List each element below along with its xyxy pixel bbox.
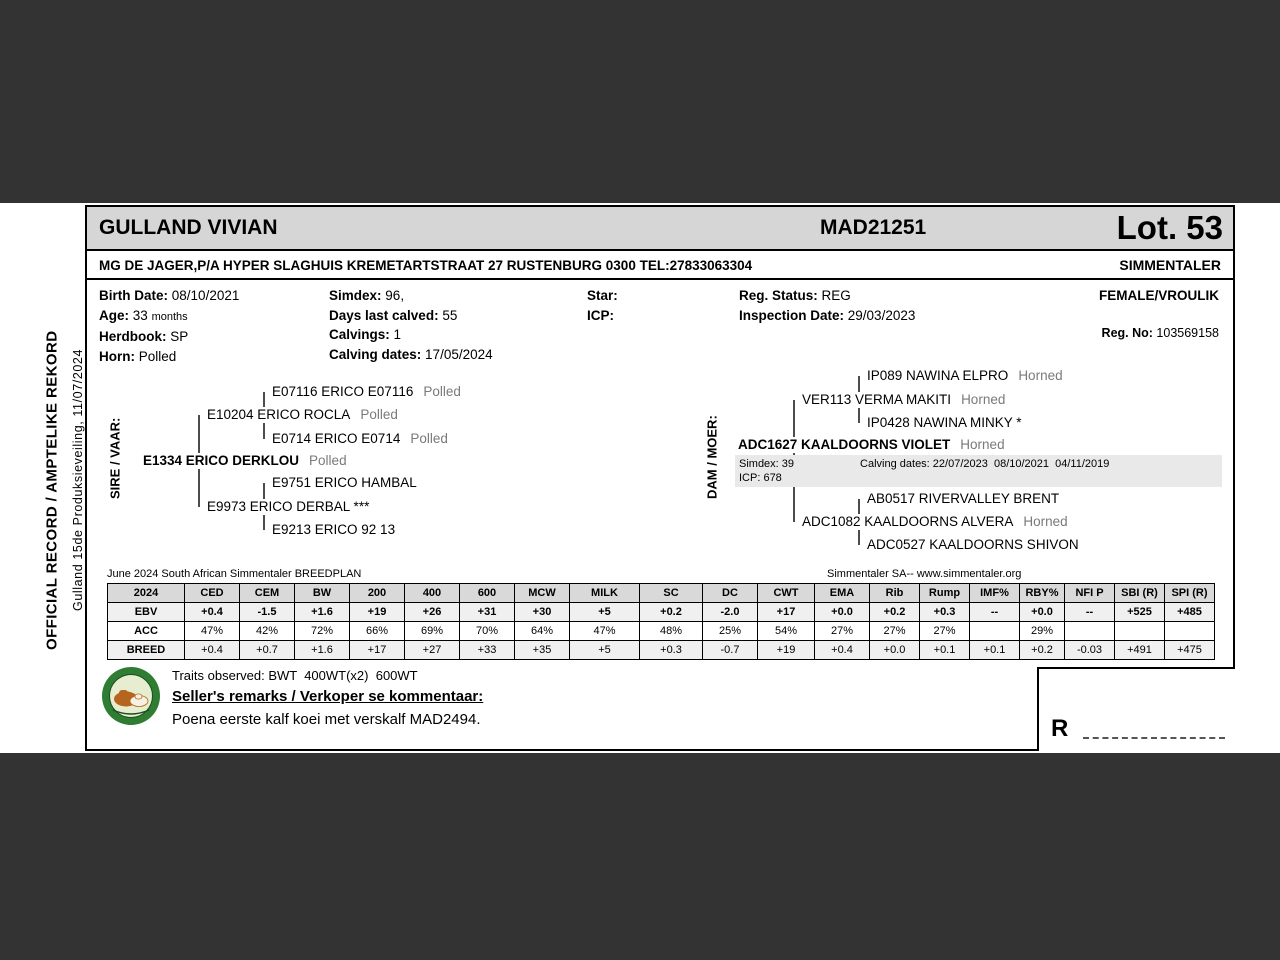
birth-date bbox=[99, 286, 239, 306]
breedplan-caption: June 2024 South African Simmentaler BREEDPLAN bbox=[107, 568, 362, 580]
animal-name-text: E1334 ERICO DERKLOU bbox=[143, 453, 300, 468]
breedplan-cell: -0.03 bbox=[1065, 641, 1115, 660]
breedplan-cell: 72% bbox=[295, 622, 350, 641]
pedigree-node-dam-dam bbox=[799, 514, 1071, 530]
breedplan-cell: +5 bbox=[570, 641, 640, 660]
simmentaler-sa-caption: Simmentaler SA-- www.simmentaler.org bbox=[827, 568, 1022, 580]
breedplan-cell: +33 bbox=[460, 641, 515, 660]
horn-label: Horn: bbox=[99, 348, 135, 364]
star-label: Star: bbox=[587, 288, 618, 303]
breedplan-cell: +17 bbox=[758, 603, 815, 622]
traits-observed: Traits observed: BWT 400WT(x2) 600WT bbox=[172, 668, 418, 683]
breedplan-cell: 47% bbox=[185, 622, 240, 641]
breedplan-cell: +0.0 bbox=[815, 603, 870, 622]
pedigree-node-dam-dam-sire bbox=[864, 491, 1062, 507]
calvings-value: 1 bbox=[393, 327, 402, 342]
header-band bbox=[87, 207, 1233, 251]
breedplan-header-cell: DC bbox=[703, 584, 758, 603]
icp bbox=[587, 306, 618, 326]
info-col-4 bbox=[739, 286, 915, 325]
pedigree-node-sire-dam-sire bbox=[269, 475, 420, 491]
breedplan-cell: -- bbox=[1065, 603, 1115, 622]
seller-remarks-label: Seller's remarks / Verkoper se kommentaar: bbox=[172, 688, 484, 705]
age-unit: months bbox=[151, 310, 188, 323]
dam-simdex: Simdex: 39 bbox=[739, 458, 795, 470]
pedigree-node-dam-sire bbox=[799, 392, 1008, 408]
breedplan-cell: +0.2 bbox=[870, 603, 920, 622]
dam-icp: ICP: 678 bbox=[739, 472, 782, 484]
breedplan-cell: 27% bbox=[920, 622, 970, 641]
info-col-2 bbox=[329, 286, 493, 364]
animal-name-text: AB0517 RIVERVALLEY BRENT bbox=[867, 491, 1060, 506]
horn-value: Polled bbox=[138, 348, 177, 364]
simdex-value: 96, bbox=[385, 288, 405, 303]
days-last-calved bbox=[329, 306, 493, 326]
lot-number: Lot. 53 bbox=[1116, 209, 1223, 246]
horn-status-text: Polled bbox=[410, 431, 448, 446]
breedplan-cell: +5 bbox=[570, 603, 640, 622]
animal-name-text: E10204 ERICO ROCLA bbox=[207, 407, 351, 422]
pedigree-node-sire-dam-dam bbox=[269, 522, 398, 538]
price-write-in-line bbox=[1083, 737, 1225, 739]
dam-moer-label: DAM / MOER: bbox=[704, 415, 720, 500]
horn-status-text: Polled bbox=[309, 453, 347, 468]
animal-name-text: IP0428 NAWINA MINKY * bbox=[867, 415, 1022, 430]
calvings bbox=[329, 325, 493, 345]
breedplan-header-cell: SC bbox=[640, 584, 703, 603]
breedplan-header-cell: NFI P bbox=[1065, 584, 1115, 603]
horn-status-text: Polled bbox=[360, 407, 398, 422]
dam-stats-line1 bbox=[739, 457, 1218, 471]
breedplan-cell: 42% bbox=[240, 622, 295, 641]
breedplan-header-cell: 600 bbox=[460, 584, 515, 603]
breedplan-cell: +0.0 bbox=[870, 641, 920, 660]
reg-status-label: Reg. Status: bbox=[739, 288, 818, 303]
breedplan-cell: +17 bbox=[350, 641, 405, 660]
breedplan-cell: +35 bbox=[515, 641, 570, 660]
age bbox=[99, 306, 239, 328]
breedplan-header-cell: RBY% bbox=[1020, 584, 1065, 603]
info-col-1 bbox=[99, 286, 239, 366]
seller-remarks-text: Poena eerste kalf koei met verskalf MAD2494. bbox=[172, 711, 481, 728]
age-label: Age: bbox=[99, 307, 129, 323]
breedplan-header-cell: EMA bbox=[815, 584, 870, 603]
horn-status-text: Polled bbox=[423, 384, 461, 399]
breed-name: SIMMENTALER bbox=[1119, 257, 1221, 273]
breedplan-row-label: BREED bbox=[108, 641, 185, 660]
breedplan-cell: +0.2 bbox=[640, 603, 703, 622]
pedigree-node-dam-grandsire bbox=[864, 368, 1066, 384]
breedplan-cell: +27 bbox=[405, 641, 460, 660]
breedplan-cell: +1.6 bbox=[295, 603, 350, 622]
info-col-3 bbox=[587, 286, 618, 325]
breedplan-cell bbox=[1165, 622, 1215, 641]
breedplan-header-row bbox=[108, 584, 1215, 603]
animal-name-text: E07116 ERICO E07116 bbox=[272, 384, 414, 399]
inspection-date bbox=[739, 306, 915, 326]
animal-name-text: E9751 ERICO HAMBAL bbox=[272, 475, 417, 490]
pedigree-node-dam-dam-dam bbox=[864, 537, 1082, 553]
breedplan-cell: +0.3 bbox=[920, 603, 970, 622]
breedplan-cell: 54% bbox=[758, 622, 815, 641]
reg-no bbox=[1102, 326, 1219, 340]
breedplan-header-cell: SPI (R) bbox=[1165, 584, 1215, 603]
breedplan-header-cell: BW bbox=[295, 584, 350, 603]
breedplan-header-cell: CWT bbox=[758, 584, 815, 603]
breedplan-cell: +26 bbox=[405, 603, 460, 622]
animal-name-text: E9213 ERICO 92 13 bbox=[272, 522, 396, 537]
breedplan-cell: -- bbox=[970, 603, 1020, 622]
dam-calving-dates: Calving dates: 22/07/2023 08/10/2021 04/11/2019 bbox=[860, 458, 1110, 470]
days-last-calved-label: Days last calved: bbox=[329, 307, 439, 323]
horn-status-text: Horned bbox=[1023, 514, 1068, 529]
star bbox=[587, 286, 618, 306]
herdbook-value: SP bbox=[170, 329, 189, 344]
breedplan-cell: +0.4 bbox=[185, 603, 240, 622]
breedplan-header-cell: Rump bbox=[920, 584, 970, 603]
breedplan-header-cell: MCW bbox=[515, 584, 570, 603]
pedigree bbox=[87, 365, 1237, 567]
sale-name-vertical-text: Gulland 15de Produksieveiling, 11/07/2024 bbox=[71, 348, 85, 612]
animal-name-text: VER113 VERMA MAKITI bbox=[802, 392, 952, 407]
breedplan-row-acc bbox=[108, 622, 1215, 641]
animal-name-text: E0714 ERICO E0714 bbox=[272, 431, 401, 446]
horn-status-text: Horned bbox=[961, 392, 1006, 407]
breedplan-cell bbox=[1065, 622, 1115, 641]
sex-label: FEMALE/VROULIK bbox=[1099, 288, 1219, 303]
breedplan-row-breed bbox=[108, 641, 1215, 660]
pedigree-node-sire-dam bbox=[204, 499, 372, 515]
price-box bbox=[1037, 667, 1235, 751]
reg-no-label: Reg. No: bbox=[1101, 326, 1153, 340]
pedigree-node-sire-granddam bbox=[269, 431, 451, 447]
herdbook-label: Herdbook: bbox=[99, 329, 167, 344]
official-record-vertical-text: OFFICIAL RECORD / AMPTELIKE REKORD bbox=[43, 330, 61, 650]
pedigree-node-sire-sire bbox=[204, 407, 401, 423]
breedplan-cell: +19 bbox=[350, 603, 405, 622]
dam-stats-band bbox=[735, 455, 1222, 487]
breedplan-header-cell: CEM bbox=[240, 584, 295, 603]
herdbook bbox=[99, 327, 239, 347]
breedplan-cell: +19 bbox=[758, 641, 815, 660]
calving-dates-value: 17/05/2024 bbox=[425, 346, 493, 362]
catalog-card bbox=[85, 205, 1235, 751]
seller-address: MG DE JAGER,P/A HYPER SLAGHUIS KREMETARTSTRAAT 27 RUSTENBURG 0300 TEL:27833063304 bbox=[99, 258, 753, 273]
breedplan-cell: +0.0 bbox=[1020, 603, 1065, 622]
breedplan-cell: -0.7 bbox=[703, 641, 758, 660]
pedigree-node-sire-grandsire bbox=[269, 384, 464, 400]
currency-symbol: R bbox=[1051, 715, 1069, 742]
breedplan-cell: +0.4 bbox=[815, 641, 870, 660]
breedplan-header-cell: 400 bbox=[405, 584, 460, 603]
breedplan-header-cell: SBI (R) bbox=[1115, 584, 1165, 603]
simdex-label: Simdex: bbox=[329, 288, 382, 303]
breedplan-row-label: EBV bbox=[108, 603, 185, 622]
breedplan-header-cell: MILK bbox=[570, 584, 640, 603]
inspection-date-label: Inspection Date: bbox=[739, 307, 845, 323]
breedplan-cell: 27% bbox=[870, 622, 920, 641]
birth-date-label: Birth Date: bbox=[99, 288, 169, 303]
sire-vaar-label: SIRE / VAAR: bbox=[107, 417, 123, 499]
simmentaler-sa-logo bbox=[101, 666, 161, 726]
animal-id: MAD21251 bbox=[820, 216, 927, 239]
breedplan-cell: +485 bbox=[1165, 603, 1215, 622]
horn-status-text: Horned bbox=[960, 437, 1005, 452]
animal-name-text: ADC1627 KAALDOORNS VIOLET bbox=[738, 437, 951, 452]
breedplan-cell: +30 bbox=[515, 603, 570, 622]
reg-status bbox=[739, 286, 915, 306]
calving-dates bbox=[329, 345, 493, 365]
breedplan-cell: +525 bbox=[1115, 603, 1165, 622]
breedplan-cell: 27% bbox=[815, 622, 870, 641]
animal-name-text: ADC1082 KAALDOORNS ALVERA bbox=[802, 514, 1014, 529]
breedplan-row-ebv bbox=[108, 603, 1215, 622]
reg-status-value: REG bbox=[821, 288, 851, 303]
breedplan-cell bbox=[1115, 622, 1165, 641]
birth-date-value: 08/10/2021 bbox=[171, 288, 240, 303]
animal-name-text: E9973 ERICO DERBAL *** bbox=[207, 499, 370, 514]
pedigree-node-dam-granddam bbox=[864, 415, 1025, 431]
pedigree-node-dam bbox=[735, 437, 1008, 453]
breedplan-cell: +0.3 bbox=[640, 641, 703, 660]
animal-name-text: IP089 NAWINA ELPRO bbox=[867, 368, 1009, 383]
reg-no-value: 103569158 bbox=[1156, 326, 1219, 340]
breedplan-row-label: ACC bbox=[108, 622, 185, 641]
icp-label: ICP: bbox=[587, 307, 614, 323]
breedplan-cell: +0.1 bbox=[970, 641, 1020, 660]
seller-row bbox=[87, 253, 1233, 280]
breedplan-cell bbox=[970, 622, 1020, 641]
breedplan-cell: -1.5 bbox=[240, 603, 295, 622]
breedplan-cell: 69% bbox=[405, 622, 460, 641]
breedplan-table bbox=[107, 583, 1215, 660]
breedplan-cell: +1.6 bbox=[295, 641, 350, 660]
calving-dates-label: Calving dates: bbox=[329, 346, 422, 362]
breedplan-header-cell: 200 bbox=[350, 584, 405, 603]
breedplan-cell: 48% bbox=[640, 622, 703, 641]
breedplan-header-cell: Rib bbox=[870, 584, 920, 603]
breedplan-header-cell: IMF% bbox=[970, 584, 1020, 603]
breedplan-cell: 25% bbox=[703, 622, 758, 641]
horn bbox=[99, 347, 239, 367]
breedplan-cell: 47% bbox=[570, 622, 640, 641]
breedplan-cell: +0.2 bbox=[1020, 641, 1065, 660]
animal-name: GULLAND VIVIAN bbox=[99, 216, 278, 239]
calvings-label: Calvings: bbox=[329, 327, 390, 342]
breedplan-cell: +0.7 bbox=[240, 641, 295, 660]
breedplan-cell: +0.4 bbox=[185, 641, 240, 660]
breedplan-cell: 64% bbox=[515, 622, 570, 641]
horn-status-text: Horned bbox=[1018, 368, 1063, 383]
breedplan-cell: +31 bbox=[460, 603, 515, 622]
breedplan-cell: 66% bbox=[350, 622, 405, 641]
breedplan-cell: +475 bbox=[1165, 641, 1215, 660]
breedplan-cell: -2.0 bbox=[703, 603, 758, 622]
inspection-date-value: 29/03/2023 bbox=[847, 307, 916, 323]
pedigree-node-sire bbox=[140, 453, 350, 469]
animal-name-text: ADC0527 KAALDOORNS SHIVON bbox=[867, 537, 1079, 552]
breedplan-header-cell: 2024 bbox=[108, 584, 185, 603]
age-value: 33 bbox=[132, 307, 148, 323]
breedplan-cell: +0.1 bbox=[920, 641, 970, 660]
days-last-calved-value: 55 bbox=[442, 307, 458, 323]
breedplan-cell: 29% bbox=[1020, 622, 1065, 641]
breedplan-cell: 70% bbox=[460, 622, 515, 641]
breedplan-cell: +491 bbox=[1115, 641, 1165, 660]
breedplan-header-cell: CED bbox=[185, 584, 240, 603]
simdex bbox=[329, 286, 493, 306]
